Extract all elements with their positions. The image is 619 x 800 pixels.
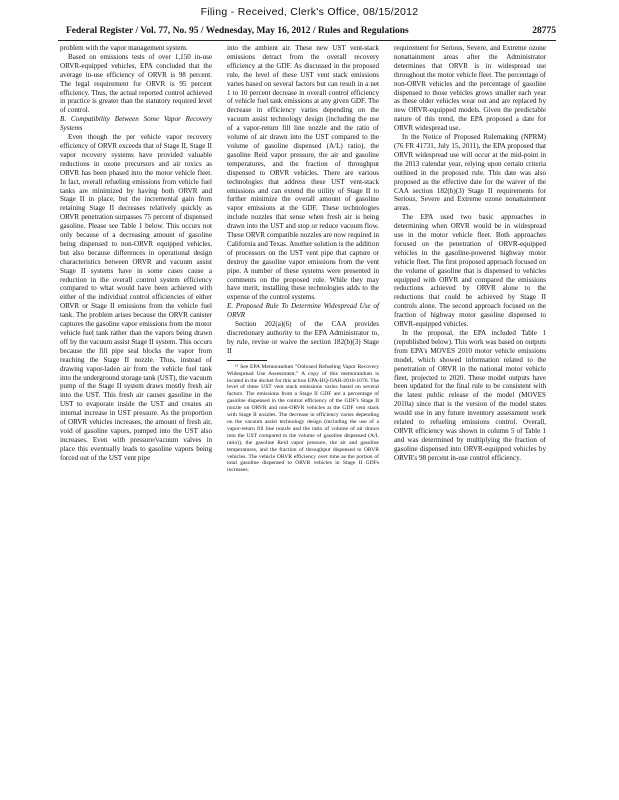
- page-number: 28775: [532, 26, 556, 36]
- paragraph: In the Notice of Proposed Rulemaking (NPRM) (76 FR 41731, July 15, 2011), the EPA proposed that ORVR widespread use will occur at the mid-point in the 2013 calendar year, relying upon certain criteria outlined in the proposed rule. This date was also proposed as the effective date for the waiver of the CAA section 182(b)(3) Stage II requirements for Serious, Severe and Extreme ozone nonattainment areas.: [394, 133, 546, 213]
- header-citation: Federal Register / Vol. 77, No. 95 / Wednesday, May 16, 2012 / Rules and Regulations: [66, 26, 409, 36]
- section-heading: E. Proposed Rule To Determine Widespread Use of ORVR: [227, 302, 379, 320]
- footnote-divider: [227, 360, 267, 361]
- paragraph: Even though the per vehicle vapor recovery efficiency of ORVR exceeds that of Stage II, Stage II vapor recovery systems have provided valuable reductions in ozone precursors and air toxics as ORVR has been phased into the motor vehicle fleet. In fact, overall refueling emissions from vehicle fuel tanks are minimized by having both ORVR and Stage II in place, but the incremental gain from retaining Stage II decreases relatively quickly as ORVR penetration surpasses 75 percent of dispensed gasoline. Please see Table 1 below. This occurs not only because of a decreasing amount of gasoline being dispensed to non-ORVR equipped vehicles, but also because differences in operational design characteristics between ORVR and vacuum assist Stage II systems have in some cases cause a reduction in the overall control system efficiency compared to what would have been achieved with either of the individual control efficiencies of either ORVR or Stage II emissions from the vehicle fuel tank. The problem arises because the ORVR canister captures the gasoline vapor emissions from the motor vehicle fuel tank rather than the vapors being drawn off by the vacuum assist Stage II system. This occurs because the fill pipe seal blocks the vapor from reaching the Stage II nozzle. Thus, instead of drawing vapor-laden air from the vehicle fuel tank into the underground storage tank (UST), the vacuum pump of the Stage II system draws mostly fresh air into the UST. This fresh air causes gasoline in the UST to evaporate inside the UST and creates an internal increase in UST pressure. As the proportion of ORVR vehicles increases, the amount of fresh air, void of gasoline vapors, pumped into the UST also increases. Even with pressure/vacuum valves in place this eventually leads to gasoline vapors being forced out of the UST vent pipe: [60, 133, 212, 462]
- column-right: [394, 44, 546, 463]
- filing-stamp: Filing - Received, Clerk's Office, 08/15/2012: [200, 6, 419, 18]
- paragraph: Based on emissions tests of over 1,150 in-use ORVR-equipped vehicles, EPA concluded that the average in-use efficiency of ORVR is 98 percent. The legal requirement for ORVR is 95 percent efficiency. Thus, the actual reported control achieved in practice is greater than the statutory required level of control.: [60, 52, 212, 115]
- column-left: [60, 44, 212, 463]
- column-middle: [227, 44, 379, 474]
- paragraph: In the proposal, the EPA included Table 1 (republished below). This work was based on outputs from EPA's MOVES 2010 motor vehicle emissions model, which showed information related to the penetration of ORVR in the national motor vehicle fleet, projected to 2020. These model outputs have been updated for the final rule to be consistent with the latest public release of the model (MOVES 2010a) since that is the version of the model states would use in any future inventory assessment work related to refueling emissions control. Overall, ORVR efficiency was shown in column 5 of Table 1 and was determined by multiplying the fraction of gasoline dispensed into ORVR-equipped vehicles by ORVR's 98 percent in-use control efficiency.: [394, 329, 546, 462]
- page-header: [58, 26, 556, 41]
- footnote: ¹³ See EPA Memorandum "Onboard Refueling Vapor Recovery Widespread Use Assessment." A copy of this memorandum is located in the docket for this action EPA-HQ-OAR-2010-1076. The level of these UST vent stack emissions varies based on several factors. The emissions from a Stage II GDF are a percentage of gasoline dispensed in the control efficiency of the GDF's Stage II nozzle on ORVR and non-ORVR vehicles at the GDF vent stack with Stage II nozzles. The decrease in efficiency varies depending on the vacuum assist technology design (including the use of a vapor-return fill line nozzle and the ratio of volume of air drawn into the UST compared to the volume of gasoline dispensed (A/L ratio)), the gasoline Reid vapor pressure, the air and gasoline temperatures, and the fraction of throughput dispensed to ORVR vehicles. The vehicle ORVR efficiency over time as the portion of total gasoline dispensed to ORVR vehicles in Stage II GDFs increases.: [227, 363, 379, 474]
- paragraph: Section 202(a)(6) of the CAA provides discretionary authority to the EPA Administrator to, by rule, revise or waive the section 182(b)(3) Stage II: [227, 320, 379, 355]
- paragraph: into the ambient air. These new UST vent-stack emissions detract from the overall recovery efficiency at the GDF. As discussed in the proposed rule, the level of these UST vent stack emissions varies based on several factors but can result in a net 1 to 10 percent decrease in overall control efficiency of vehicle fuel tank emissions at any given GDF. The decrease in efficiency varies depending on the vacuum assist technology design (including the use of a vapor-return fill line nozzle and the ratio of volume of air drawn into the UST compared to the volume of gasoline dispensed (A/L) ratio), the gasoline Reid vapor pressure, the air and gasoline temperatures, and the fraction of throughput dispensed to ORVR vehicles. There are various technologies that address these UST vent-stack emissions and can extend the utility of Stage II to further minimize the overall amount of gasoline vapor emissions at the GDF. These technologies include nozzles that sense when fresh air is being drawn into the UST and stop or reduce vacuum flow. These ORVR compatible nozzles are now required in California and Texas. Another solution is the addition of processors on the UST vent pipe that capture or destroy the gasoline vapor emissions from the vent pipe. A number of these systems were presented in comments on the proposed rule. While they may have merit, installing these technologies adds to the expense of the control systems.: [227, 44, 379, 302]
- paragraph: The EPA used two basic approaches in determining when ORVR would be in widespread use in the motor vehicle fleet. Both approaches focused on the penetration of ORVR-equipped vehicles in the gasoline-powered highway motor vehicle fleet. The first proposed approach focused on the volume of gasoline that is dispensed to vehicles equipped with ORVR and compared the emissions reductions achieved by ORVR alone to the reductions that could be achieved by Stage II controls alone. The second approach focused on the fraction of highway motor gasoline dispensed to ORVR-equipped vehicles.: [394, 213, 546, 329]
- section-heading: B. Compatibility Between Some Vapor Recovery Systems: [60, 115, 212, 133]
- paragraph: requirement for Serious, Severe, and Extreme ozone nonattainment areas after the Administrator determines that ORVR is in widespread use throughout the motor vehicle fleet. The percentage of non-ORVR vehicles and the percentage of gasoline dispensed to those vehicles grows smaller each year as these older vehicles wear out and are replaced by new ORVR-equipped models. Given the predictable nature of this trend, the EPA proposed a date for ORVR widespread use.: [394, 44, 546, 133]
- paragraph: problem with the vapor management system.: [60, 44, 188, 52]
